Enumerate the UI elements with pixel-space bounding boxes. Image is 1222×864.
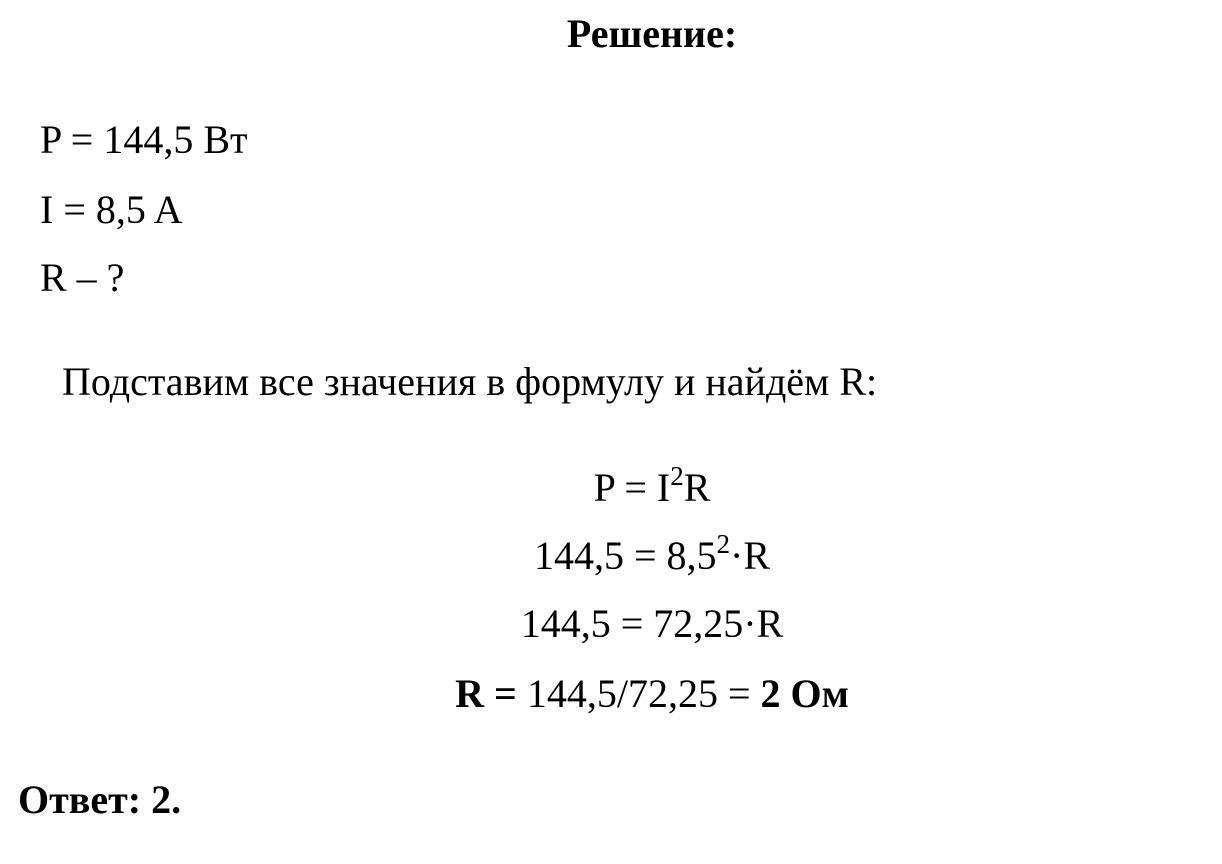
- substitution-step: [0, 528, 1222, 580]
- simplified-step: 144,5 = 72,25·R: [520, 601, 784, 646]
- result-middle: 144,5/72,25 =: [516, 671, 761, 716]
- unknown-resistance: R – ?: [40, 255, 125, 300]
- formula-exponent: 2: [670, 460, 684, 491]
- given-current: I = 8,5 A: [40, 187, 183, 232]
- given-power: P = 144,5 Вт: [40, 117, 248, 162]
- step1-rhs: ·R: [730, 533, 771, 578]
- power-formula: [0, 460, 1222, 512]
- answer-line: Ответ: 2.: [18, 777, 182, 822]
- result-value: 2 Ом: [760, 671, 849, 716]
- result-lead: R =: [455, 671, 517, 716]
- formula-lhs: P = I: [593, 465, 671, 510]
- formula-rhs: R: [683, 465, 711, 510]
- solution-heading: Решение:: [566, 11, 738, 56]
- step1-lhs: 144,5 = 8,5: [533, 533, 717, 578]
- step1-exponent: 2: [716, 528, 731, 559]
- result-equation: [0, 670, 1222, 718]
- intro-text: Подставим все значения в формулу и найдём R:: [62, 359, 878, 404]
